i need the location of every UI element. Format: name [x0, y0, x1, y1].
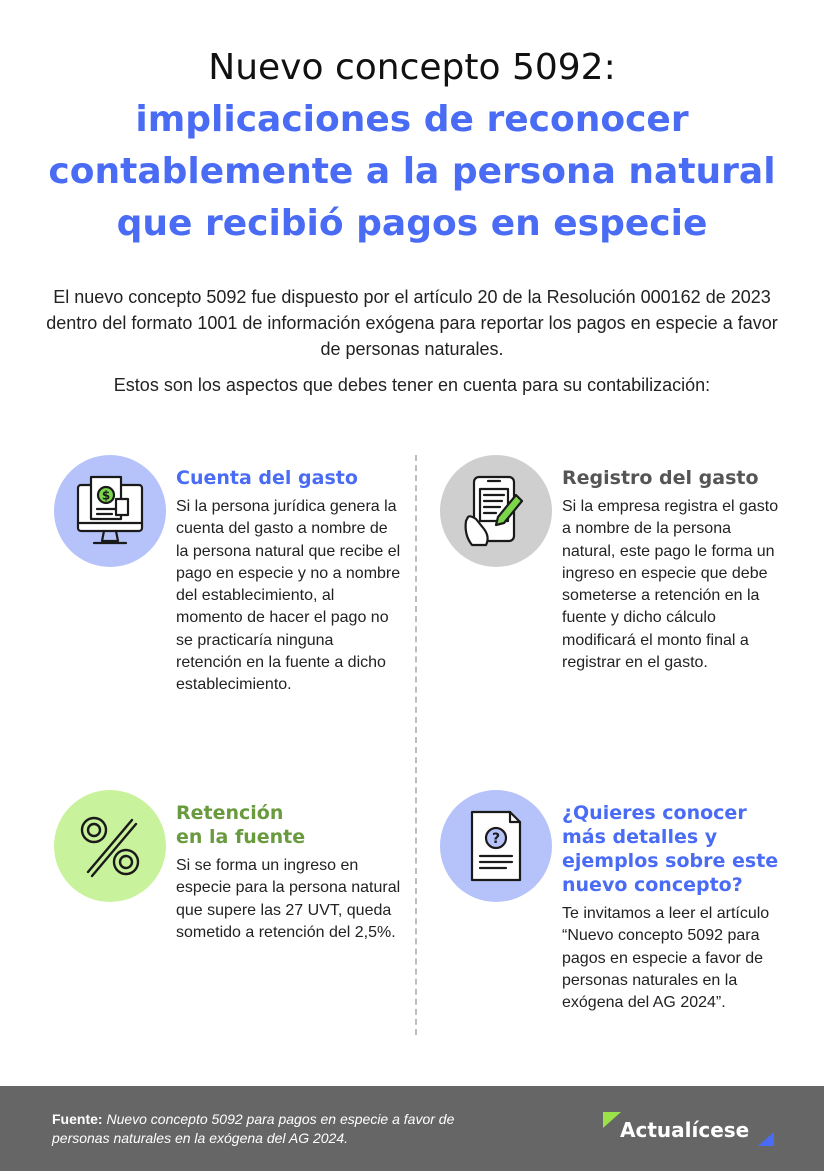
retencion-text: Si se forma un ingreso en especie para la persona natural que supere las 27 UVT, queda sometido a retención del 2,5%. [176, 857, 401, 941]
retencion-title [176, 801, 401, 849]
registro-text: Si la empresa registra el gasto a nombre de la persona natural, este pago le forma un ingreso en especie que debe someterse a retención en la fuente y dicho cálculo modificará el monto final a registrar en el gasto. [562, 498, 779, 672]
column-divider [415, 455, 417, 1035]
registro-icon-circle [440, 455, 552, 567]
retencion-icon-circle [54, 790, 166, 902]
cuenta-text: Si la persona jurídica genera la cuenta del gasto a nombre de la persona natural que recibe el pago en especie y no a nombre del establecimiento, al momento de hacer el pago no se practicaría ninguna retención en la fuente a dicho establecimiento. [176, 498, 401, 694]
retencion-title-line-2: en la fuente [176, 826, 306, 848]
section-retencion [176, 801, 401, 944]
monitor-invoice-icon [54, 455, 166, 567]
section-cuenta [176, 466, 401, 697]
footer-label: Fuente: [52, 1111, 103, 1127]
title-line-1: Nuevo concepto 5092: [208, 47, 616, 88]
intro-paragraph: El nuevo concepto 5092 fue dispuesto por el artículo 20 de la Resolución 000162 de 2023 dentro del formato 1001 de información exógena para reportar los pagos en especie a favor de personas naturales. [46, 287, 778, 359]
section-mas [562, 801, 782, 1014]
cuenta-icon-circle [54, 455, 166, 567]
intro-lead: Estos son los aspectos que debes tener en cuenta para su contabilización: [113, 375, 711, 395]
logo-triangle-blue-icon [758, 1132, 774, 1146]
page-title [20, 42, 804, 250]
svg-text:$: $ [101, 488, 111, 503]
retencion-title-line-1: Retención [176, 802, 284, 824]
brand-logo[interactable] [600, 1112, 780, 1148]
mas-text: Te invitamos a leer el artículo “Nuevo concepto 5092 para pagos en especie a favor de personas naturales en la exógena del AG 2024”. [562, 905, 770, 1012]
footer-source-text: Nuevo concepto 5092 para pagos en especie a favor de personas naturales en la exógena del AG 2024. [52, 1111, 455, 1146]
cuenta-title: Cuenta del gasto [176, 467, 358, 489]
intro [40, 284, 784, 408]
registro-title: Registro del gasto [562, 467, 759, 489]
document-question-icon [440, 790, 552, 902]
title-line-3: contablemente a la persona natural [48, 151, 776, 192]
footer-source [52, 1110, 512, 1148]
phone-document-pen-icon [440, 455, 552, 567]
logo-triangle-green-icon [603, 1112, 621, 1128]
mas-title: ¿Quieres conocer más detalles y ejemplos sobre este nuevo concepto? [562, 802, 779, 896]
title-line-4: que recibió pagos en especie [116, 203, 708, 244]
percent-icon [54, 790, 166, 902]
title-line-2: implicaciones de reconocer [135, 99, 689, 140]
mas-icon-circle [440, 790, 552, 902]
brand-name: Actualícese [620, 1118, 750, 1142]
svg-text:?: ? [491, 831, 501, 847]
section-registro [562, 466, 782, 674]
footer [0, 1086, 824, 1171]
